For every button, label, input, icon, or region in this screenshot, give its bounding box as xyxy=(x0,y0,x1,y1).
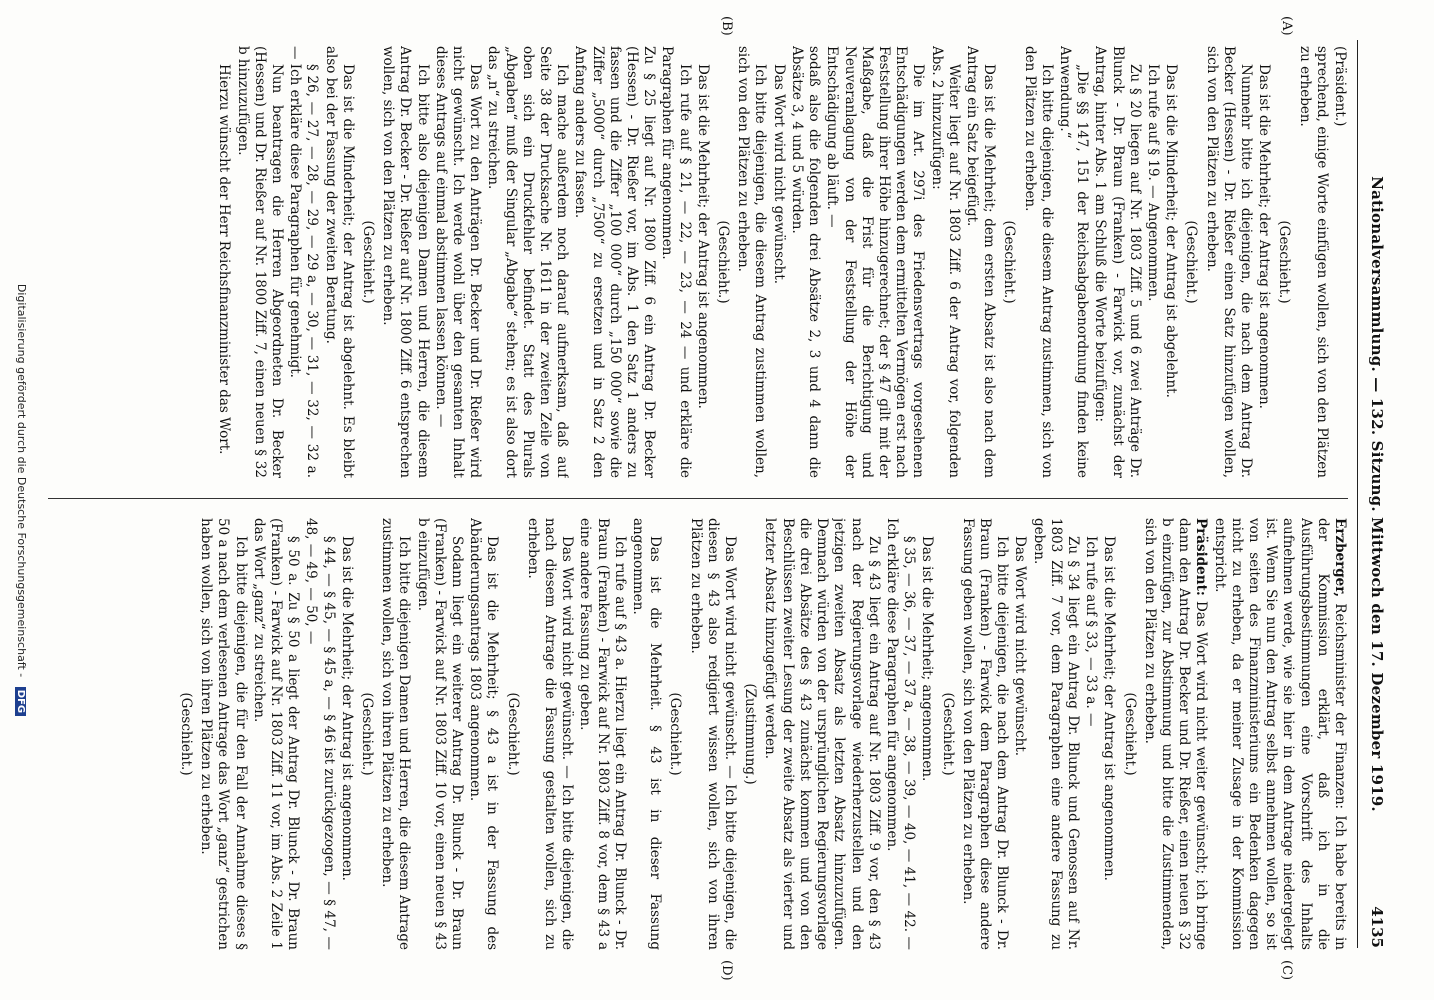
speaker-name: Erzberger, xyxy=(1332,518,1348,598)
paragraph-text: Das Wort wird nicht gewünscht. xyxy=(1012,536,1029,757)
paragraph-text: (Geschieht.) xyxy=(939,692,956,776)
paragraph-text: (Präsident.) xyxy=(1332,46,1348,127)
paragraph-text: Nun beantragen die Herren Abgeordneten Dr. Becker (Hessen) und Dr. Rießer auf Nr. 1800 Ziff. 7, einen neuen § 32 b hinzuzufügen. xyxy=(234,46,286,478)
paragraph-text: Das ist die Minderheit; der Antrag ist abgelehnt. Es bleibt also bei der Fassung der zweiten Beratung. xyxy=(322,46,356,478)
margin-mark-b: (B) xyxy=(719,16,734,36)
paragraph-text: Zu § 25 liegt auf Nr. 1800 Ziff. 6 ein Antrag Dr. Becker (Hessen) - Dr. Rießer vor, im Abs. 1 den Satz 1 anders zu fassen und die Ziffer „100 000“ durch „150 000“ sowie die Ziffer „5000“ durch „7500“ zu ersetzen und in Satz 2 den Anfang anders zu fassen. xyxy=(572,46,658,478)
paragraph xyxy=(378,518,412,950)
paragraph-text: Die im Art. 297i des Friedensvertrags vorgesehenen Entschädigungen werden dem ermittelten Vermögen erst nach Feststellung ihrer Höhe hinzugerechnet; der § 47 gilt mit der Maßgabe, daß die Frist für die Berichtigung und Neuveranlagung von der Feststellung der Höhe der Entschädigung ab läuft. — xyxy=(824,46,927,478)
paragraph-text: Ich bitte diejenigen, die diesem Antrag zustimmen, sich von den Plätzen zu erheben. xyxy=(1021,46,1055,478)
stage-direction xyxy=(1275,46,1292,478)
paragraph xyxy=(927,46,961,478)
stage-direction xyxy=(359,46,376,478)
page-number: 4135 xyxy=(1368,906,1386,948)
paragraph-text: Ich rufe auf § 21, — 22, — 23, — 24 — und erkläre die Paragraphen für angenommen. xyxy=(659,46,693,478)
paragraph-text: Ich mache außerdem noch darauf aufmerksam, daß auf Seite 38 der Drucksache Nr. 1611 in der zweiten Zeile von oben sich ein Druckfehler befindet. Statt des Plurals „Abgaben“ muß der Singular „Abgabe“ stehen; es ist also dort das „n“ zu streichen. xyxy=(485,46,571,478)
paragraph-text: Zu § 34 liegt ein Antrag Dr. Blunck und Genossen auf Nr. 1803 Ziff. 7 vor, dem Paragraphen eine andere Fassung zu geben. xyxy=(1030,518,1081,950)
paragraph-text: Ich bitte diejenigen Damen und Herren, die diesem Antrage zustimmen wollen, sich von ihren Plätzen zu erheben. xyxy=(379,518,413,950)
paragraph-text: Ich rufe auf § 33, — 33 a. — xyxy=(1083,536,1100,727)
paragraph xyxy=(1082,518,1099,950)
paragraph-text: Nunmehr bitte ich diejenigen, die nach dem Antrag Dr. Becker (Hessen) - Dr. Rießer einen Satz hinzufügen wollen, sich von den Plätzen zu erheben. xyxy=(1203,46,1254,478)
paragraph xyxy=(576,518,628,950)
paragraph-text: Das ist die Mehrheit; der Antrag ist angenommen. xyxy=(1256,64,1273,409)
paragraph-text: Ich bitte diejenigen, die diesem Antrag zustimmen wollen, sich von den Plätzen zu erheben. xyxy=(735,46,769,478)
column-divider xyxy=(48,498,1348,499)
paragraph-text: Hierzu wünscht der Herr Reichsfinanzminister das Wort. xyxy=(216,64,233,455)
paragraph xyxy=(250,518,302,950)
paragraph-text: (Geschieht.) xyxy=(715,220,732,304)
paragraph xyxy=(686,518,738,950)
paragraph xyxy=(823,46,926,478)
paragraph-text: (Geschieht.) xyxy=(1183,220,1200,304)
speaker-paragraph xyxy=(1141,518,1210,950)
paragraph xyxy=(1091,46,1143,478)
paragraph-text: Das Wort wird nicht weiter gewünscht; ich bringe dann den Antrag Dr. Becker und Dr. Rießer, einen neuen § 32 b einzufügen, zur Abstimmung und bitte die Zustimmenden, sich von den Plätzen zu erheben. xyxy=(1141,518,1210,950)
stage-direction xyxy=(938,518,955,950)
paragraph-text: Ich rufe auf § 19. — Angenommen. xyxy=(1144,64,1161,302)
stage-direction xyxy=(503,518,520,950)
page-header xyxy=(1357,40,1394,948)
paragraph-text: § 44, — § 45, — § 45 a, — § 46 ist zurückgezogen, — § 47, — 48, — 49, — 50, — xyxy=(303,518,337,950)
paragraph xyxy=(466,518,500,950)
margin-mark-d: (D) xyxy=(719,960,734,981)
paragraph-text: Zu § 43 liegt ein Antrag auf Nr. 1803 Ziff. 9 vor, den § 43 nach der Regierungsvorlage wiederherzustellen und den jetzigen zweiten Absatz als letzten Absatz hinzuzufügen. Demnach würden von der ursprünglichen Regierungsvorlage die drei Absätze des § 43 zunächst kommen und von den Beschlüssen zweiter Lesung der zweite Absatz als vierter und letzter Absatz hinzugefügt werden. xyxy=(762,518,882,950)
paragraph-text: Das ist die Mehrheit. § 43 ist in dieser Fassung angenommen. xyxy=(630,518,664,950)
paragraph xyxy=(1162,46,1179,478)
paragraph-text: (Geschieht.) xyxy=(1001,220,1018,304)
paragraph xyxy=(286,46,320,478)
paragraph-text: Ich bitte also diejenigen Damen und Herren, die diesem Antrag Dr. Becker - Dr. Rießer auf Nr. 1800 Ziff. 6 entsprechen wollen, sich von den Plätzen zu erheben. xyxy=(380,46,431,478)
paragraph xyxy=(432,46,484,478)
footer-credit: Digitalisierung gefördert durch die Deutsche Forschungsgemeinschaft - xyxy=(15,283,28,678)
paragraph xyxy=(413,518,465,950)
paragraph-text: Das Wort zu den Anträgen Dr. Becker und Dr. Rießer wird nicht gewünscht. Ich werde wohl über den gesamten Inhalt dieses Antrags auf einmal abstimmen lassen können. — xyxy=(432,46,484,478)
paragraph-text: Das ist die Mehrheit; der Antrag ist angenommen. xyxy=(338,536,355,881)
paragraph xyxy=(883,518,917,950)
paragraph xyxy=(1020,46,1054,478)
paragraph xyxy=(1255,46,1272,478)
paragraph-text: Das ist die Mehrheit; § 43 a ist in der Fassung des Abänderungsantrags 1803 angenommen. xyxy=(467,518,501,950)
paragraph xyxy=(734,46,768,478)
stage-direction xyxy=(1120,518,1137,950)
paragraph xyxy=(571,46,657,478)
left-text-column xyxy=(38,46,1348,478)
paragraph xyxy=(1056,46,1090,478)
paragraph xyxy=(963,46,997,478)
stage-direction xyxy=(1182,46,1199,478)
paragraph xyxy=(524,518,576,950)
paragraph-text: Das Wort wird nicht gewünscht. — Ich bitte diejenigen, die diesen § 43 also redigiert wissen wollen, sich von ihren Plätzen zu erheben. xyxy=(687,518,739,950)
paragraph-text: (Geschieht.) xyxy=(504,692,521,776)
paragraph xyxy=(1331,46,1348,478)
stage-direction xyxy=(741,518,758,950)
paragraph xyxy=(1011,518,1028,950)
paragraph-text: Weiter liegt auf Nr. 1803 Ziff. 6 der Antrag vor, folgenden Abs. 2 hinzuzufügen: xyxy=(928,46,962,478)
paragraph xyxy=(321,46,355,478)
paragraph-text: (Zustimmung.) xyxy=(742,683,759,785)
paragraph xyxy=(338,518,355,950)
paragraph-text: Ich rufe auf § 43 a. Hierzu liegt ein Antrag Dr. Blunck - Dr. Braun (Franken) - Farwick auf Nr. 1803 Ziff. 8 vor, dem § 43 a eine andere Fassung zu geben. xyxy=(577,518,628,950)
paragraph xyxy=(658,46,692,478)
paragraph-text: Ich bitte diejenigen, die nach dem Antrag Dr. Blunck - Dr. Braun (Franken) - Farwick dem Paragraphen diese andere Fassung geben wollen, sich von den Plätzen zu erheben. xyxy=(959,518,1011,950)
paragraph-text: (Geschieht.) xyxy=(360,220,377,304)
paragraph xyxy=(302,518,336,950)
paragraph xyxy=(629,518,663,950)
paragraph-text: § 26, — 27, — 28, — 29, — 29 a, — 30, — 31, — 32, — 32 a. — Ich erkläre diese Paragraphen für genehmigt. xyxy=(287,46,321,478)
paragraph-text: sodaß also die folgenden drei Absätze 2, 3 und 4 dann die Absätze 3, 4 und 5 würden. xyxy=(788,46,823,478)
paragraph xyxy=(1202,46,1254,478)
paragraph xyxy=(1029,518,1081,950)
paragraph xyxy=(379,46,431,478)
paragraph xyxy=(1100,518,1117,950)
stage-direction xyxy=(666,518,683,950)
paragraph xyxy=(694,46,711,478)
page-footer xyxy=(15,0,28,1000)
paragraph-text: § 35, — 36, — 37, — 37 a, — 38, — 39, — 40, — 41, — 42. — Ich erkläre diese Paragraphen für angenommen. xyxy=(883,518,918,950)
paragraph xyxy=(959,518,1011,950)
speaker-name: Präsident: xyxy=(1193,518,1210,596)
margin-mark-a: (A) xyxy=(1279,16,1294,36)
paragraph xyxy=(788,46,822,478)
paragraph xyxy=(215,46,232,478)
paragraph xyxy=(233,46,285,478)
paragraph-text: Das ist die Minderheit; der Antrag ist abgelehnt. xyxy=(1163,64,1180,398)
paragraph-text: (Geschieht.) xyxy=(1121,692,1138,776)
paragraph xyxy=(1295,46,1329,478)
paragraph-text: Das ist die Mehrheit; angenommen. xyxy=(919,536,936,782)
paragraph-text: sprechend, einige Worte einfügen wollen, sich von den Plätzen zu erheben. xyxy=(1296,46,1330,478)
paragraph xyxy=(484,46,570,478)
paragraph xyxy=(918,518,935,950)
dfg-logo: DFG xyxy=(15,687,26,716)
paragraph-text: „Die §§ 147, 151 der Reichsabgabenordnung finden keine Anwendung.“ xyxy=(1056,46,1091,478)
paragraph-text: Das ist die Mehrheit; dem ersten Absatz ist also nach dem Antrag ein Satz beigefügt. xyxy=(963,46,998,478)
stage-direction xyxy=(177,518,194,950)
stage-direction xyxy=(1000,46,1017,478)
paragraph xyxy=(761,518,881,950)
paragraph-text: Zu § 20 liegen auf Nr. 1803 Ziff. 5 und 6 zwei Anträge Dr. Blunck - Dr. Braun (Franken) - Farwick vor, zunächst der Antrag, hinter Abs. 1 am Schluß die Worte beizufügen: xyxy=(1092,46,1143,478)
margin-mark-c: (C) xyxy=(1279,960,1294,981)
paragraph xyxy=(1144,46,1161,478)
paragraph-text: Ich bitte diejenigen, die für den Fall der Annahme dieses § 50 a nach dem verlesenen Antrage das Wort „ganz“ gestrichen haben wollen, sich von ihren Plätzen zu erheben. xyxy=(198,518,249,950)
paragraph-text: (Geschieht.) xyxy=(1276,220,1293,304)
paragraph-text: Das ist die Mehrheit; der Antrag ist angenommen. xyxy=(1101,536,1118,881)
paragraph-text: Sodann liegt ein weiterer Antrag Dr. Blunck - Dr. Braun (Franken) - Farwick auf Nr. 1803 Ziff. 10 vor, einen neuen § 43 b einzufügen. xyxy=(414,518,466,950)
header-title: Nationalversammlung. — 132. Sitzung. Mittwoch den 17. Dezember 1919. xyxy=(1368,176,1386,812)
speaker-paragraph xyxy=(1210,518,1348,950)
paragraph xyxy=(197,518,249,950)
paragraph-text: Das Wort wird nicht gewünscht. — Ich bitte diejenigen, die nach diesem Antrage die Fassung gestalten wollen, sich zu erheben. xyxy=(524,518,576,950)
paragraph-text: (Geschieht.) xyxy=(178,692,194,776)
paragraph-text: Reichsminister der Finanzen: Ich habe bereits in der Kommission erklärt, daß ich in die Ausführungsbestimmungen eine Vorschrift des Inhalts aufnehmen werde, wie sie hier in dem Antrage niedergelegt ist. Wenn Sie nun den Antrag selbst annehmen wollen, so ist von seiten des Finanzministeriums ein Bedenken dagegen nicht zu erheben, da er meiner Zusage in der Kommission entspricht. xyxy=(1211,518,1348,950)
stage-direction xyxy=(714,46,731,478)
stage-direction xyxy=(358,518,375,950)
paragraph-text: Das ist die Mehrheit; der Antrag ist angenommen. xyxy=(694,64,711,409)
paragraph-text: Das Wort wird nicht gewünscht. xyxy=(770,64,787,285)
paragraph-text: (Geschieht.) xyxy=(667,692,684,776)
paragraph-text: (Geschieht.) xyxy=(359,692,376,776)
paragraph xyxy=(770,46,787,478)
paragraph-text: § 50 a. Zu § 50 a liegt der Antrag Dr. Blunck - Dr. Braun (Franken) - Farwick auf Nr. 1803 Ziff. 11 vor, im Abs. 2 Zeile 1 das Wort „ganz“ zu streichen. xyxy=(250,518,302,950)
right-text-column xyxy=(38,518,1348,950)
